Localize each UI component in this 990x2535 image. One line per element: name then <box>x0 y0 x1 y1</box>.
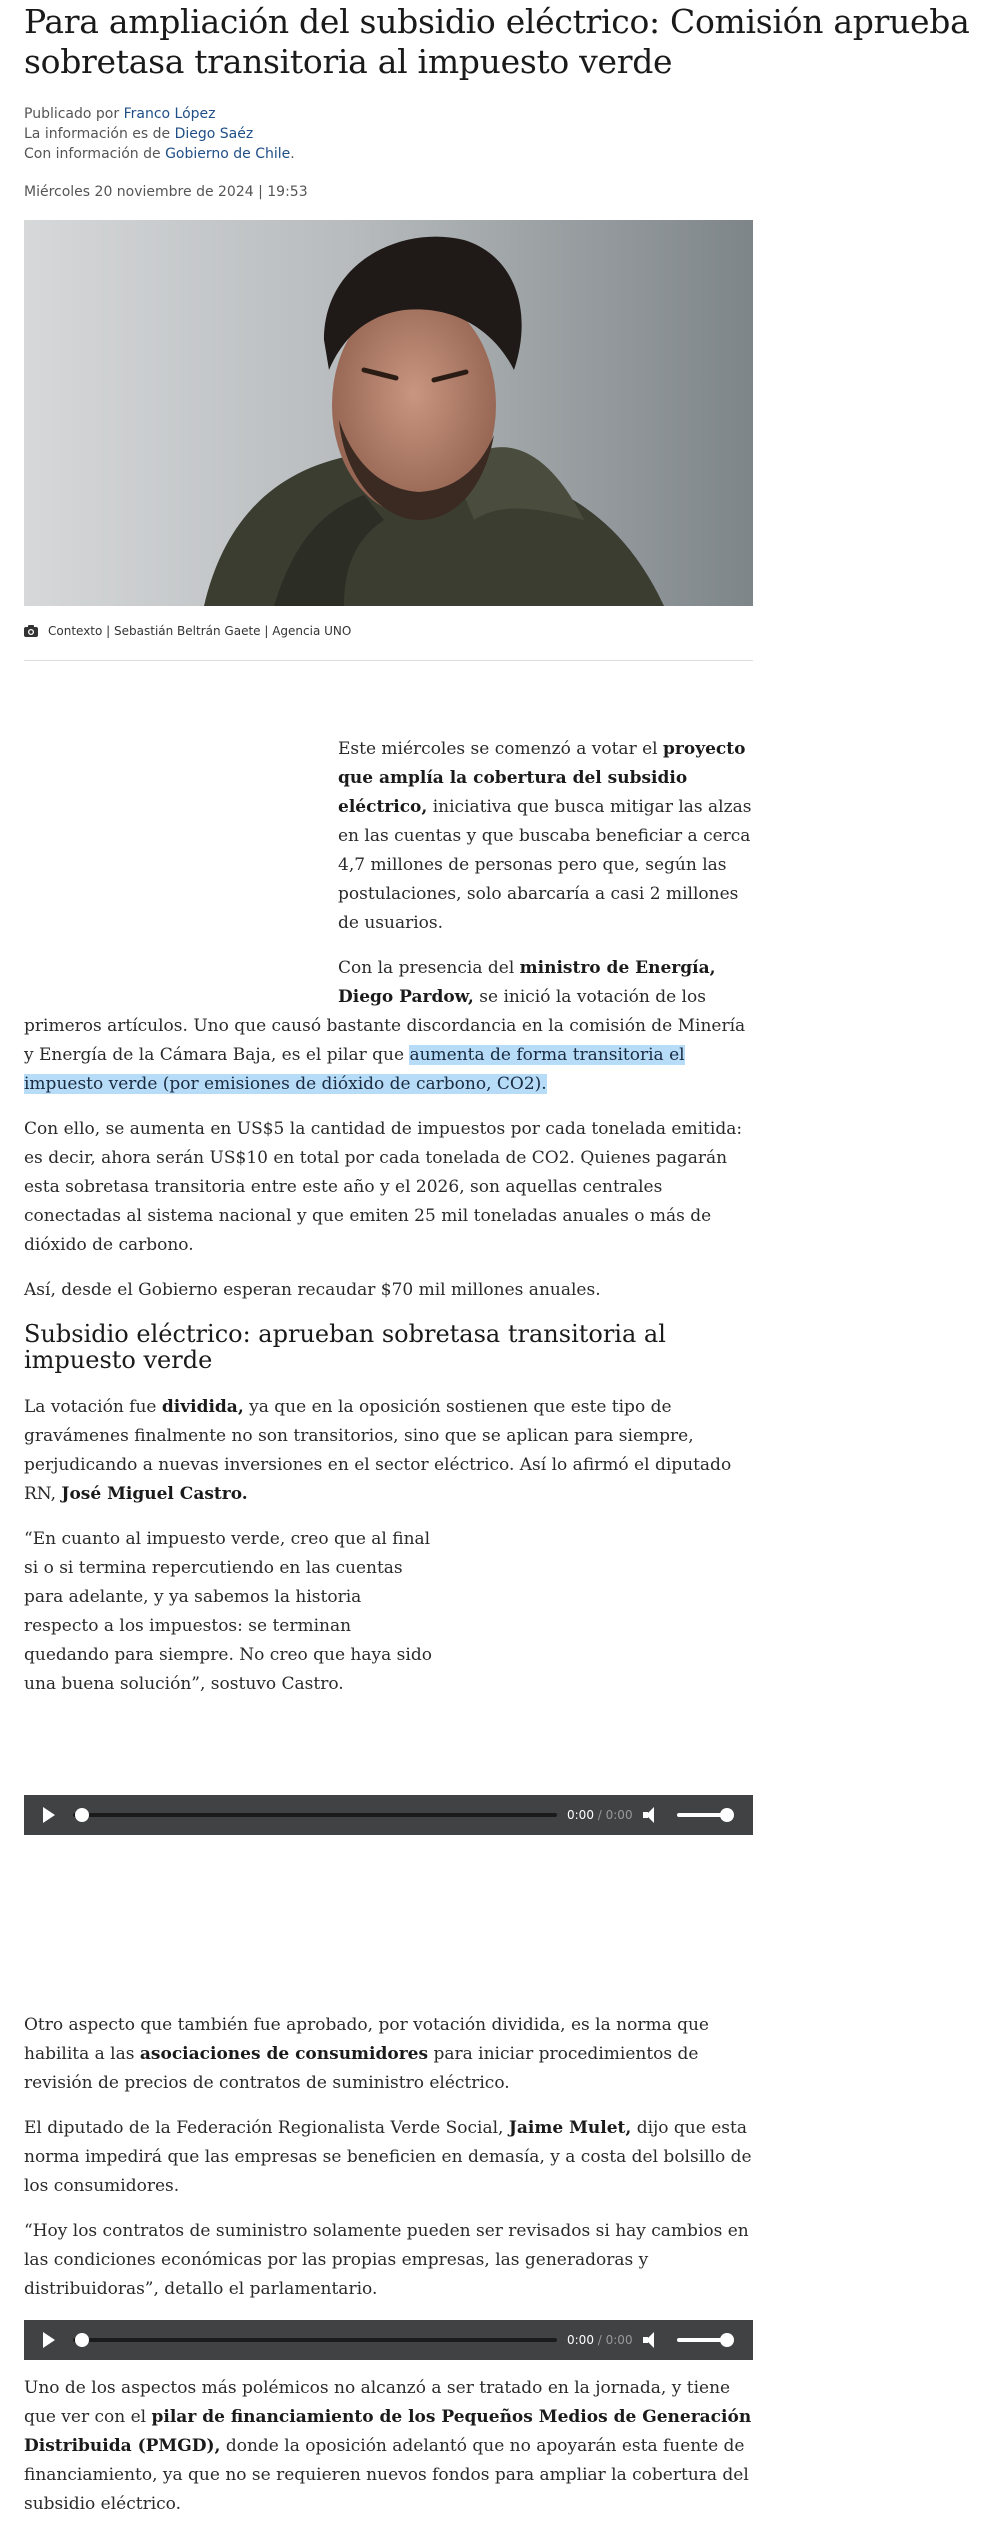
publish-date: Miércoles 20 noviembre de 2024 | 19:53 <box>24 184 308 200</box>
volume-icon[interactable] <box>643 1807 663 1823</box>
audio-time: 0:00 / 0:00 <box>567 2332 633 2347</box>
paragraph-10: Uno de los aspectos más polémicos no alcanzó a ser tratado en la jornada, y tiene que ver con el pilar de financiamiento de los Pequeños Medios de Generación Distribuida (PMGD), donde la oposición adelantó que no apoyarán esta fuente de financiamiento, ya que no se requieren nuevos fondos para ampliar la cobertura del subsidio eléctrico. <box>24 2378 752 2514</box>
portrait-illustration <box>24 220 753 606</box>
volume-slider[interactable] <box>677 2338 729 2342</box>
info-author-link[interactable]: Diego Saéz <box>174 126 254 142</box>
play-icon[interactable] <box>43 2332 55 2348</box>
section-heading: Subsidio eléctrico: aprueban sobretasa transitoria al impuesto verde <box>24 1320 666 1374</box>
audio-player-2 <box>24 2320 753 2360</box>
progress-track[interactable] <box>73 1813 557 1817</box>
paragraph-6-quote: “En cuanto al impuesto verde, creo que al final si o si termina repercutiendo en las cuentas para adelante, y ya sabemos la historia respecto a los impuestos: se terminan quedando para siempre. No creo que haya sido una buena solución”, sostuvo Castro. <box>24 1529 432 1694</box>
article-title: Para ampliación del subsidio eléctrico: Comisión aprueba sobretasa transitoria al impuesto verde <box>24 2 970 81</box>
progress-knob[interactable] <box>75 2333 89 2347</box>
audio-time: 0:00 / 0:00 <box>567 1807 633 1822</box>
source-link[interactable]: Gobierno de Chile <box>165 146 291 162</box>
volume-icon[interactable] <box>643 2332 663 2348</box>
ad-space-right <box>463 1525 753 1705</box>
byline-info: La información es de Diego Saéz <box>24 126 254 142</box>
byline-source: Con información de Gobierno de Chile. <box>24 146 295 162</box>
volume-slider[interactable] <box>677 1813 729 1817</box>
paragraph-2: Con la presencia del ministro de Energía, Diego Pardow, se inició la votación de los primeros artículos. Uno que causó bastante discordancia en la comisión de Minería y Energía de la Cámara Baja, es el pilar que aumenta de forma transitoria el impuesto verde (por emisiones de dióxido de carbono, CO2). <box>24 958 746 1094</box>
author-link[interactable]: Franco López <box>123 106 216 122</box>
caption-text: Contexto | Sebastián Beltrán Gaete | Agencia UNO <box>48 624 352 638</box>
paragraph-3: Con ello, se aumenta en US$5 la cantidad de impuestos por cada tonelada emitida: es decir, ahora serán US$10 en total por cada tonelada de CO2. Quienes pagarán esta sobretasa transitoria entre este año y el 2026, son aquellas centrales conectadas al sistema nacional y que emiten 25 mil toneladas anuales o más de dióxido de carbono. <box>24 1119 743 1255</box>
byline-published: Publicado por Franco López <box>24 106 216 122</box>
paragraph-8: El diputado de la Federación Regionalista Verde Social, Jaime Mulet, dijo que esta norma impedirá que las empresas se beneficien en demasía, y a costa del bolsillo de los consumidores. <box>24 2118 752 2196</box>
highlighted-text: aumenta de forma transitoria el impuesto verde (por emisiones de dióxido de carbono, CO2). <box>24 1045 685 1094</box>
paragraph-4: Así, desde el Gobierno esperan recaudar $70 mil millones anuales. <box>24 1280 601 1300</box>
paragraph-5: La votación fue dividida, ya que en la oposición sostienen que este tipo de gravámenes finalmente no son transitorios, sino que se aplican para siempre, perjudicando a nuevas inversiones en el sector eléctrico. Así lo afirmó el diputado RN, José Miguel Castro. <box>24 1397 732 1504</box>
byline <box>24 104 295 164</box>
camera-icon <box>24 625 38 637</box>
progress-track[interactable] <box>73 2338 557 2342</box>
image-caption <box>24 624 351 638</box>
volume-knob[interactable] <box>720 2333 734 2347</box>
ad-space-left <box>24 735 338 1005</box>
progress-knob[interactable] <box>75 1808 89 1822</box>
divider <box>24 660 753 661</box>
paragraph-9: “Hoy los contratos de suministro solamente pueden ser revisados si hay cambios en las condiciones económicas por las propias empresas, las generadoras y distribuidoras”, detallo el parlamentario. <box>24 2221 749 2299</box>
paragraph-7: Otro aspecto que también fue aprobado, por votación dividida, es la norma que habilita a las asociaciones de consumidores para iniciar procedimientos de revisión de precios de contratos de suministro eléctrico. <box>24 2015 709 2093</box>
article-body <box>24 735 753 2535</box>
hero-image <box>24 220 753 606</box>
audio-player-1 <box>24 1795 753 1835</box>
paragraph-1: Este miércoles se comenzó a votar el proyecto que amplía la cobertura del subsidio eléctrico, iniciativa que busca mitigar las alzas en las cuentas y que buscaba beneficiar a cerca 4,7 millones de personas pero que, según las postulaciones, solo abarcaría a casi 2 millones de usuarios. <box>338 739 752 933</box>
volume-knob[interactable] <box>720 1808 734 1822</box>
play-icon[interactable] <box>43 1807 55 1823</box>
